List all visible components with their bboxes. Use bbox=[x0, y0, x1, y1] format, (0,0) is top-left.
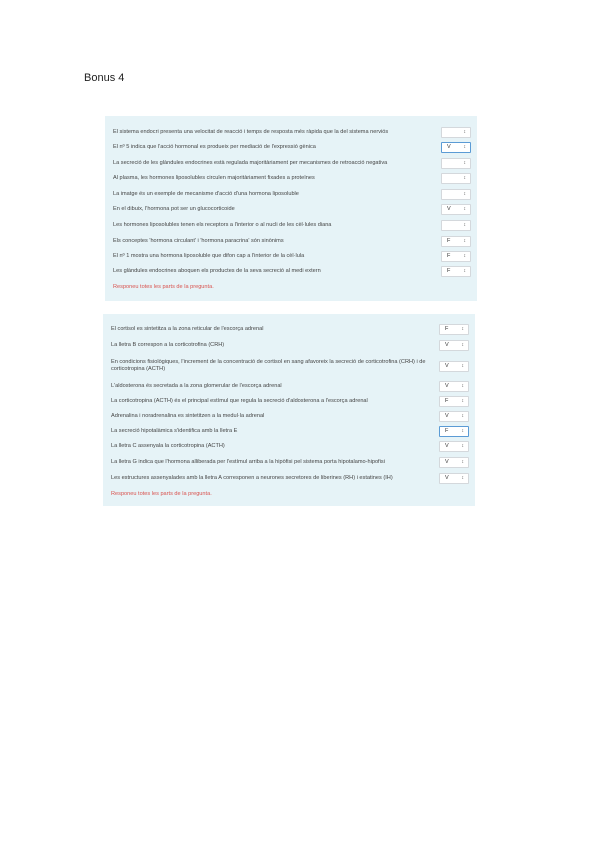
chevron-updown-icon: ↕ bbox=[463, 190, 466, 197]
question-text: Les hormones liposolubles tenen els receptors a l'interior o al nucli de les cèl·lules diana bbox=[113, 221, 332, 228]
question-text: En el dibuix, l'hormona pot ser un glucocorticoide bbox=[113, 206, 235, 212]
validation-error: Responeu totes les parts de la pregunta. bbox=[113, 284, 214, 290]
question-row bbox=[111, 353, 469, 379]
chevron-updown-icon: ↕ bbox=[463, 253, 466, 259]
chevron-updown-icon: ↕ bbox=[463, 144, 466, 150]
question-group-1 bbox=[105, 116, 477, 301]
chevron-updown-icon: ↕ bbox=[461, 325, 464, 332]
chevron-updown-icon: ↕ bbox=[463, 206, 466, 212]
answer-select[interactable] bbox=[439, 457, 469, 468]
chevron-updown-icon: ↕ bbox=[461, 413, 464, 419]
answer-value: F bbox=[447, 237, 451, 244]
answer-select[interactable] bbox=[439, 396, 469, 407]
question-row bbox=[111, 394, 469, 409]
answer-value: V bbox=[445, 413, 449, 419]
chevron-updown-icon: ↕ bbox=[461, 383, 464, 389]
question-text: El nº 5 indica que l'acció hormonal es produeix per mediació de l'expressió gènica bbox=[113, 144, 316, 150]
chevron-updown-icon: ↕ bbox=[463, 129, 466, 135]
chevron-updown-icon: ↕ bbox=[461, 362, 464, 369]
question-text: El cortisol es sintetitza a la zona reticular de l'escorça adrenal bbox=[111, 325, 264, 332]
answer-select[interactable] bbox=[441, 127, 471, 138]
answer-value: F bbox=[445, 428, 449, 434]
question-text: El sistema endocri presenta una velocitat de reacció i temps de resposta més ràpida que la del sistema nerviós bbox=[113, 129, 389, 135]
answer-select[interactable] bbox=[441, 189, 471, 200]
answer-select[interactable] bbox=[439, 361, 469, 372]
question-row bbox=[113, 186, 471, 202]
question-row bbox=[113, 217, 471, 233]
answer-select[interactable] bbox=[439, 340, 469, 351]
question-row bbox=[113, 140, 471, 155]
question-text: La lletra G indica que l'hormona alliberada per l'estímul arriba a la hipòfisi pel sistema porta hipotalamo-hipofisi bbox=[111, 458, 385, 465]
chevron-updown-icon: ↕ bbox=[461, 443, 464, 449]
question-text: L'aldosterona és secretada a la zona glomerular de l'escorça adrenal bbox=[111, 383, 282, 389]
chevron-updown-icon: ↕ bbox=[461, 398, 464, 404]
answer-value: V bbox=[445, 474, 449, 481]
answer-select[interactable] bbox=[441, 251, 471, 262]
answer-select[interactable] bbox=[441, 173, 471, 184]
chevron-updown-icon: ↕ bbox=[461, 428, 464, 434]
answer-value: V bbox=[445, 458, 449, 465]
answer-select[interactable] bbox=[441, 266, 471, 277]
question-row bbox=[111, 470, 469, 486]
chevron-updown-icon: ↕ bbox=[463, 221, 466, 228]
validation-error: Responeu totes les parts de la pregunta. bbox=[111, 491, 212, 497]
answer-value: V bbox=[447, 206, 451, 212]
chevron-updown-icon: ↕ bbox=[463, 175, 466, 181]
question-text: Les estructures assenyalades amb la lletra A corresponen a neurones secretores de liberines (RH) i estatines (IH) bbox=[111, 474, 393, 481]
question-text: Les glàndules endocrines aboquen els productes de la seva secreció al medi extern bbox=[113, 268, 321, 274]
question-row bbox=[113, 233, 471, 249]
answer-select[interactable] bbox=[439, 473, 469, 484]
question-row bbox=[111, 337, 469, 353]
chevron-updown-icon: ↕ bbox=[461, 458, 464, 465]
question-row bbox=[113, 264, 471, 279]
question-text: La imatge és un exemple de mecanisme d'acció d'una hormona liposoluble bbox=[113, 190, 299, 197]
answer-select[interactable] bbox=[439, 411, 469, 422]
question-row bbox=[113, 125, 471, 140]
question-row bbox=[113, 155, 471, 171]
question-text: La lletra C assenyala la corticotropina (ACTH) bbox=[111, 443, 225, 449]
chevron-updown-icon: ↕ bbox=[461, 341, 464, 348]
question-text: En condicions fisiològiques, l'increment de la concentració de cortisol en sang afavoreix la secreció de corticotrofina (CRH) i de corticotropina (ACTH) bbox=[111, 359, 426, 372]
chevron-updown-icon: ↕ bbox=[463, 237, 466, 244]
question-row bbox=[113, 202, 471, 217]
question-text: El nº 1 mostra una hormona liposoluble que difon cap a l'interior de la cèl·lula bbox=[113, 253, 305, 259]
answer-select[interactable] bbox=[439, 441, 469, 452]
question-row bbox=[111, 321, 469, 337]
question-text: Adrenalina i noradrenalina es sintetitzen a la medul·la adrenal bbox=[111, 413, 265, 419]
question-row bbox=[113, 171, 471, 186]
answer-value: V bbox=[445, 383, 449, 389]
question-text: La lletra B correspon a la corticotrofina (CRH) bbox=[111, 341, 225, 348]
question-text: Al plasma, les hormones liposolubles circulen majoritàriament fixades a proteïnes bbox=[113, 175, 315, 181]
question-row bbox=[111, 379, 469, 394]
answer-select[interactable] bbox=[441, 142, 471, 153]
page-title: Bonus 4 bbox=[84, 72, 125, 84]
question-row bbox=[111, 454, 469, 470]
answer-select[interactable] bbox=[441, 236, 471, 247]
answer-value: F bbox=[447, 253, 451, 259]
answer-value: F bbox=[447, 268, 451, 274]
answer-select[interactable] bbox=[439, 381, 469, 392]
answer-select[interactable] bbox=[441, 204, 471, 215]
answer-value: V bbox=[445, 341, 449, 348]
answer-select[interactable] bbox=[439, 426, 469, 437]
chevron-updown-icon: ↕ bbox=[461, 474, 464, 481]
answer-value: F bbox=[445, 325, 449, 332]
chevron-updown-icon: ↕ bbox=[463, 159, 466, 166]
question-row bbox=[111, 409, 469, 424]
question-group-2 bbox=[103, 314, 475, 506]
question-row bbox=[113, 249, 471, 264]
question-row bbox=[111, 439, 469, 454]
question-text: Els conceptes 'hormona circulant' i 'hormona paracrina' són sinònims bbox=[113, 237, 284, 244]
answer-select[interactable] bbox=[441, 158, 471, 169]
answer-value: F bbox=[445, 398, 449, 404]
answer-value: V bbox=[445, 443, 449, 449]
question-text: La secreció hipotalàmica s'identifica amb la lletra E bbox=[111, 428, 238, 434]
answer-value: V bbox=[445, 362, 449, 369]
answer-value: V bbox=[447, 144, 451, 150]
question-text: La corticotropina (ACTH) és el principal estímul que regula la secreció d'aldosterona a l'escorça adrenal bbox=[111, 398, 368, 404]
answer-select[interactable] bbox=[441, 220, 471, 231]
question-row bbox=[111, 424, 469, 439]
answer-select[interactable] bbox=[439, 324, 469, 335]
question-text: La secreció de les glàndules endocrines està regulada majoritàriament per mecanismes de retroacció negativa bbox=[113, 159, 388, 166]
chevron-updown-icon: ↕ bbox=[463, 268, 466, 274]
